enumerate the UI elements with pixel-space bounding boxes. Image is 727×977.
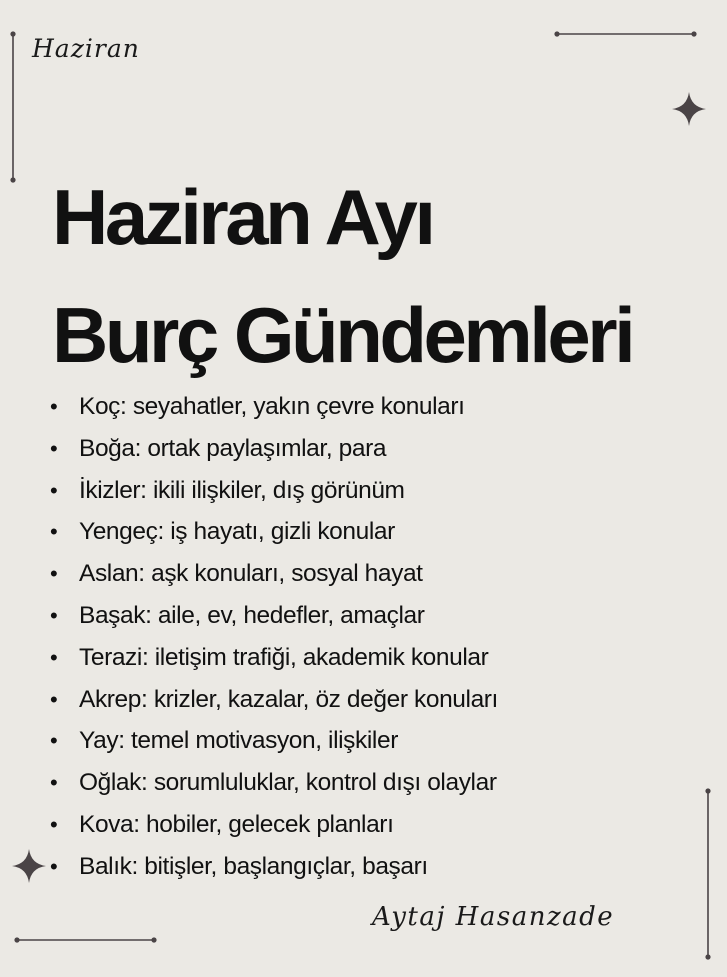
top-right-horizontal-line [552, 28, 702, 40]
four-point-star-icon [671, 91, 707, 127]
bullet-icon: • [50, 686, 58, 712]
bullet-icon: • [50, 853, 58, 879]
list-item-text: Koç: seyahatler, yakın çevre konuları [79, 393, 465, 420]
list-item-text: Kova: hobiler, gelecek planları [79, 810, 394, 838]
bottom-left-horizontal-line [12, 934, 162, 946]
list-item-text: Yay: temel motivasyon, ilişkiler [79, 727, 398, 755]
list-item [50, 428, 498, 470]
bullet-icon: • [50, 561, 58, 587]
title-line-1: Haziran Ayı [52, 173, 433, 261]
list-item-text: Yengeç: iş hayatı, gizli konular [79, 518, 395, 546]
list-item [50, 637, 498, 679]
list-item [50, 511, 498, 553]
bullet-icon: • [50, 770, 58, 796]
list-item [50, 720, 498, 762]
bullet-icon: • [50, 728, 58, 754]
author-signature: Aytaj Hasanzade [372, 902, 615, 932]
bullet-icon: • [50, 435, 58, 461]
list-item-text: Balık: bitişler, başlangıçlar, başarı [79, 852, 428, 880]
list-item [50, 679, 498, 721]
zodiac-list [50, 386, 498, 888]
list-item [50, 846, 498, 888]
title-line-2: Burç Gündemleri [52, 291, 633, 379]
bullet-icon: • [50, 602, 58, 628]
bullet-icon: • [50, 644, 58, 670]
list-item-text: Terazi: iletişim trafiği, akademik konular [79, 643, 489, 671]
bullet-icon: • [50, 394, 58, 419]
bottom-right-vertical-line [702, 785, 714, 965]
bullet-icon: • [50, 519, 58, 545]
list-item-text: İkizler: ikili ilişkiler, dış görünüm [79, 476, 405, 504]
list-item [50, 470, 498, 512]
page-title [52, 158, 632, 394]
list-item-text: Aslan: aşk konuları, sosyal hayat [79, 560, 423, 588]
four-point-star-icon [11, 848, 47, 884]
list-item-text: Oğlak: sorumluluklar, kontrol dışı olaylar [79, 769, 497, 797]
top-left-vertical-line [7, 28, 19, 188]
list-item [50, 762, 498, 804]
list-item-text: Başak: aile, ev, hedefler, amaçlar [79, 601, 425, 629]
bullet-icon: • [50, 477, 58, 503]
list-item-text: Akrep: krizler, kazalar, öz değer konuları [79, 685, 498, 713]
brand-label: Haziran [32, 34, 140, 63]
list-item [50, 804, 498, 846]
list-item [50, 595, 498, 637]
list-item [50, 386, 498, 428]
bullet-icon: • [50, 811, 58, 837]
list-item-text: Boğa: ortak paylaşımlar, para [79, 434, 387, 462]
list-item [50, 553, 498, 595]
